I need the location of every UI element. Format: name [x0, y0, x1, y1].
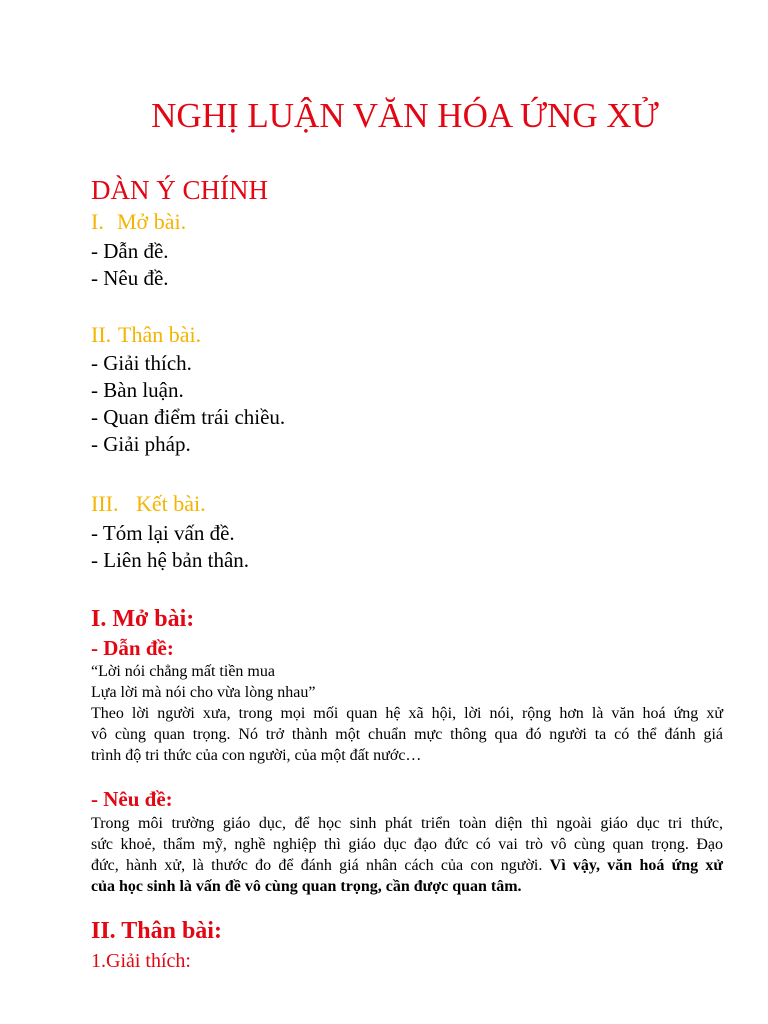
- poem-line: Lựa lời mà nói cho vừa lòng nhau”: [91, 684, 316, 701]
- outline-section-heading: [91, 322, 201, 348]
- outline-item: - Nêu đề.: [91, 266, 169, 290]
- section-heading-mo-bai: I. Mở bài:: [91, 606, 195, 632]
- paragraph-line: [91, 855, 723, 876]
- section-heading-than-bai: II. Thân bài:: [91, 918, 222, 944]
- paragraph-line: trình độ tri thức của con người, của một đất nước…: [91, 747, 422, 764]
- outline-item: - Giải pháp.: [91, 432, 191, 456]
- outline-heading: DÀN Ý CHÍNH: [91, 175, 268, 205]
- section-number: II.: [91, 322, 112, 347]
- document-title: NGHỊ LUẬN VĂN HÓA ỨNG XỬ: [151, 96, 659, 135]
- dan-de-paragraph: [91, 661, 723, 766]
- bold-text: Vì vậy, văn hoá ứng xử: [549, 857, 724, 874]
- subheading-dan-de: - Dẫn đề:: [91, 636, 174, 660]
- outline-section-heading: [91, 491, 206, 517]
- outline-item: - Bàn luận.: [91, 378, 184, 402]
- outline-item: - Liên hệ bản thân.: [91, 548, 250, 572]
- outline-item: - Giải thích.: [91, 351, 192, 375]
- paragraph-line: vô cùng quan trọng. Nó trở thành một chuẩn mực thông qua đó người ta có thể đánh giá: [91, 726, 723, 743]
- section-label: Mở bài.: [117, 209, 187, 234]
- paragraph-text: đức, hành xử, là thước đo để đánh giá nhân cách của con người.: [91, 857, 543, 874]
- section-label: Kết bài.: [136, 491, 206, 516]
- subheading-giai-thich: 1.Giải thích:: [91, 950, 191, 972]
- section-label: Thân bài.: [118, 322, 202, 347]
- poem-line: “Lời nói chẳng mất tiền mua: [91, 663, 275, 680]
- paragraph-line: sức khoẻ, thẩm mỹ, nghề nghiệp thì giáo dục đạo đức có vai trò vô cùng quan trọng. Đạo: [91, 836, 723, 853]
- outline-item: - Dẫn đề.: [91, 239, 169, 263]
- paragraph-line: Trong môi trường giáo dục, để học sinh phát triển toàn diện thì ngoài giáo dục tri thức,: [91, 815, 723, 832]
- paragraph-line: Theo lời người xưa, trong mọi mối quan hệ xã hội, lời nói, rộng hơn là văn hoá ứng xử: [91, 705, 723, 722]
- bold-paragraph-line: của học sinh là vấn đề vô cùng quan trọng, cần được quan tâm.: [91, 878, 522, 895]
- section-number: III.: [91, 491, 119, 516]
- outline-section-heading: [91, 209, 186, 235]
- outline-item: - Tóm lại vấn đề.: [91, 521, 235, 545]
- outline-item: - Quan điểm trái chiều.: [91, 405, 286, 429]
- neu-de-paragraph: [91, 813, 723, 897]
- subheading-neu-de: - Nêu đề:: [91, 787, 173, 811]
- section-number: I.: [91, 209, 104, 234]
